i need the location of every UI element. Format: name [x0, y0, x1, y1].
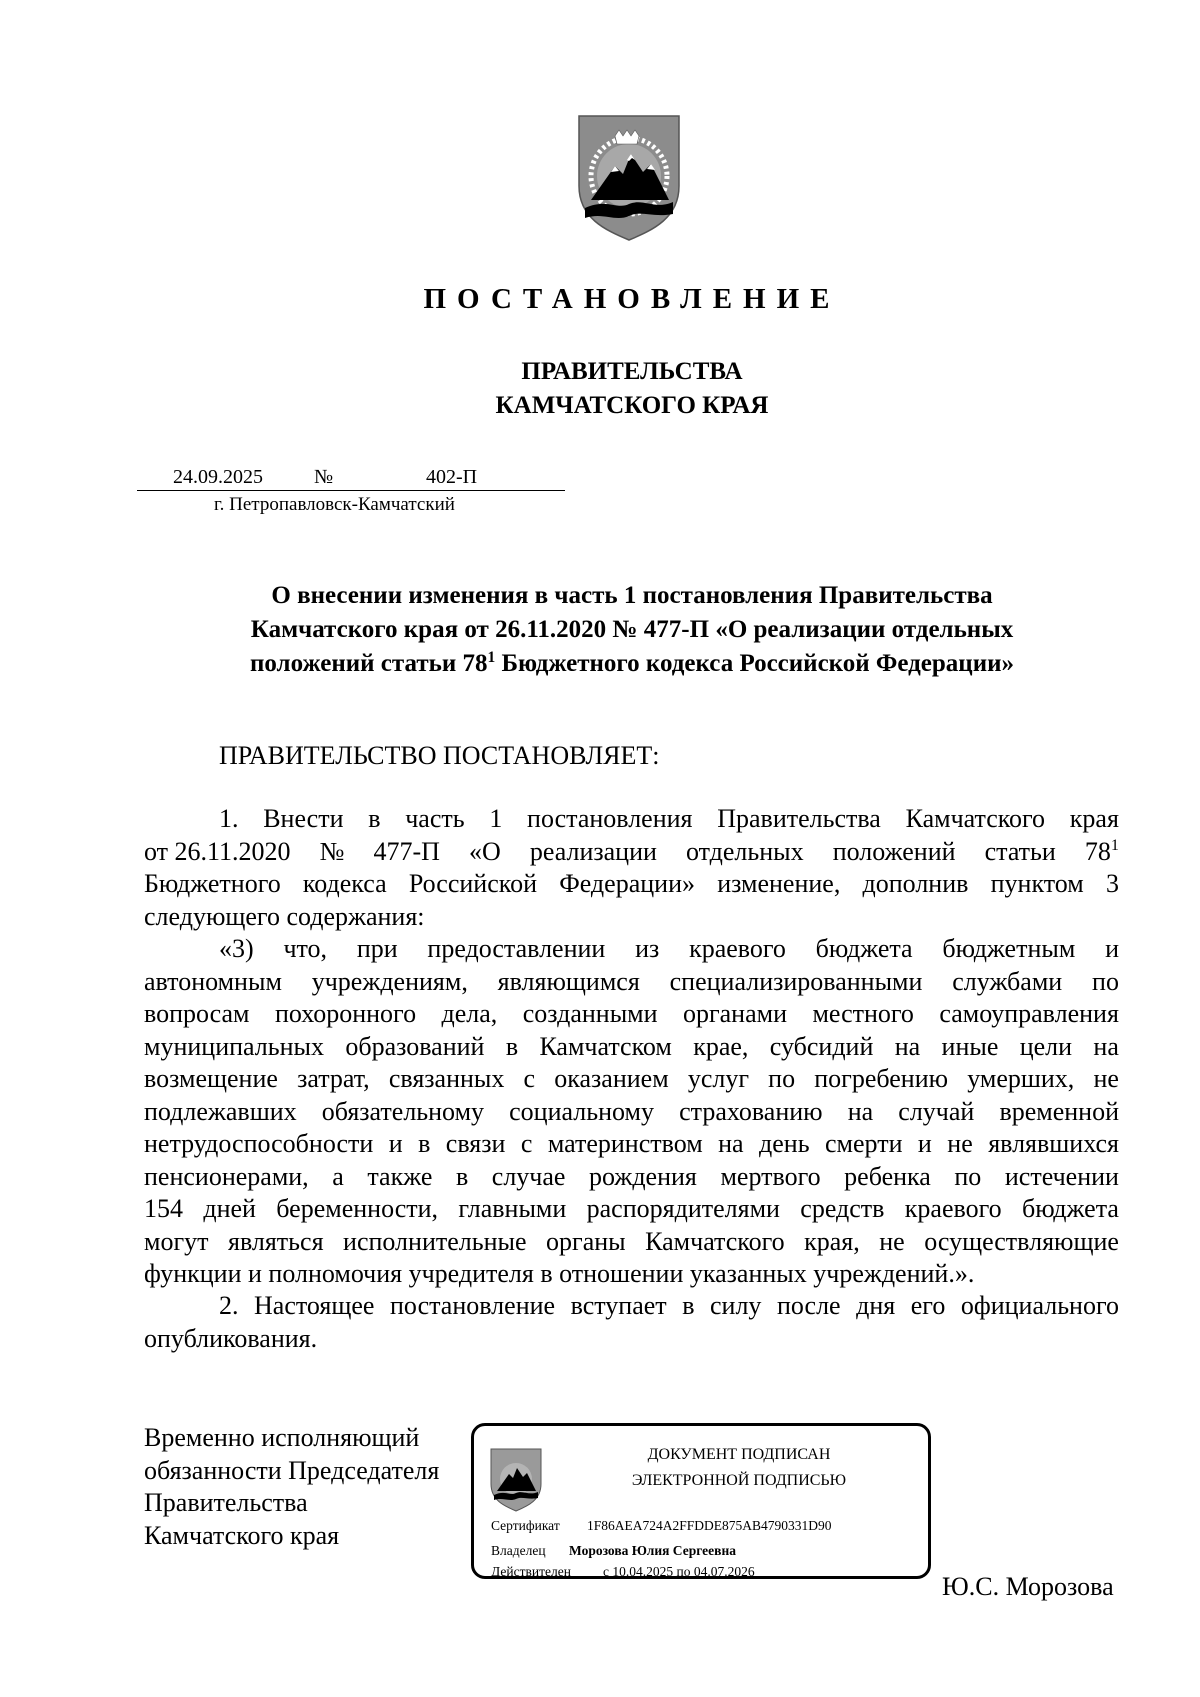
registration-date: 24.09.2025 — [173, 466, 263, 488]
word: № — [319, 836, 345, 866]
word: вступает — [570, 1291, 667, 1320]
electronic-signature-stamp — [471, 1423, 931, 1579]
word: беременности, — [276, 1194, 439, 1223]
word: на — [718, 1129, 744, 1158]
validity-value: с 10.04.2025 по 04.07.2026 — [603, 1564, 755, 1579]
word: рождения — [589, 1161, 697, 1191]
word: случай — [898, 1096, 975, 1126]
word: а — [332, 1161, 344, 1191]
word: кодекса — [302, 869, 387, 898]
registration-line — [137, 466, 565, 492]
kamchatka-coat-of-arms-icon — [577, 114, 681, 242]
signer-position-line: обязанности Председателя — [144, 1455, 440, 1485]
word: средств — [800, 1194, 885, 1223]
stamp-header-line-1: ДОКУМЕНТ ПОДПИСАН — [647, 1446, 831, 1463]
word: «3) — [219, 934, 254, 963]
paragraph-line: функции и полномочия учредителя в отношении указанных учреждений.». — [144, 1259, 975, 1288]
word: услуг — [687, 1064, 750, 1093]
word: цели — [1019, 1031, 1073, 1061]
word: краевого — [689, 934, 786, 963]
word: являющимся — [497, 966, 640, 996]
city-label: г. Петропавловск-Камчатский — [214, 494, 455, 515]
justified-line — [144, 1128, 1119, 1161]
issuer-heading — [0, 355, 1200, 423]
word: связи — [445, 1129, 506, 1158]
word: не — [1093, 1064, 1119, 1093]
word: положений — [832, 836, 956, 866]
word: подлежавших — [144, 1096, 297, 1126]
word: статьи — [984, 836, 1056, 866]
word: распорядителями — [586, 1194, 780, 1223]
word: дела, — [441, 999, 498, 1028]
word: из — [635, 934, 660, 963]
word: иные — [941, 1031, 999, 1061]
word: день — [759, 1129, 810, 1158]
word: крае, — [693, 1031, 749, 1061]
word: местного — [812, 999, 914, 1028]
justified-line — [144, 1226, 1119, 1259]
word: в — [505, 1031, 519, 1061]
word: могут — [144, 1226, 209, 1256]
validity-label: Действителен — [491, 1564, 571, 1579]
stamp-header — [564, 1442, 914, 1494]
word: затрат, — [297, 1064, 370, 1093]
word: являвшихся — [988, 1129, 1119, 1158]
paragraph-2 — [144, 1290, 1119, 1355]
word: Бюджетного — [144, 869, 281, 898]
word: оказанием — [554, 1064, 669, 1093]
word: что, — [283, 934, 328, 963]
stamp-coat-of-arms-icon — [490, 1448, 542, 1512]
justified-line — [144, 966, 1119, 999]
owner-label: Владелец — [491, 1543, 546, 1558]
word: также — [367, 1161, 433, 1191]
word: нетрудоспособности — [144, 1129, 374, 1158]
word: его — [910, 1291, 946, 1320]
word: 1 — [489, 804, 503, 833]
word: страхованию — [679, 1096, 823, 1126]
title-line-1: О внесении изменения в часть 1 постановления Правительства — [271, 582, 993, 609]
word: муниципальных — [144, 1031, 325, 1061]
word: Российской — [408, 869, 537, 898]
word: краевого — [904, 1194, 1002, 1223]
word: от 26.11.2020 — [144, 836, 291, 866]
word: предоставлении — [427, 934, 606, 963]
justified-line — [144, 1161, 1119, 1194]
paragraph-quoted-clause — [144, 933, 1119, 1291]
word: дней — [203, 1194, 256, 1223]
word: социальному — [509, 1096, 654, 1126]
word: при — [356, 934, 398, 963]
word: связанных — [388, 1064, 505, 1093]
justified-line — [144, 1031, 1119, 1064]
word: возмещение — [144, 1064, 278, 1093]
word: в — [682, 1291, 695, 1320]
word: 1. — [219, 804, 239, 833]
word: погребению — [814, 1064, 949, 1093]
word: самоуправления — [939, 999, 1119, 1028]
word: отдельных — [685, 836, 804, 866]
word: автономным — [144, 966, 282, 996]
word: органы — [546, 1226, 626, 1256]
issuer-line-1: ПРАВИТЕЛЬСТВА — [521, 358, 743, 385]
signer-position-line: Камчатского края — [144, 1520, 340, 1550]
justified-line — [144, 1096, 1119, 1129]
preamble: ПРАВИТЕЛЬСТВО ПОСТАНОВЛЯЕТ: — [219, 741, 660, 770]
signer-position-line: Временно исполняющий — [144, 1423, 420, 1452]
word: не — [879, 1226, 905, 1256]
word: и — [1105, 934, 1119, 963]
word: постановление — [390, 1291, 556, 1320]
paragraph-line: опубликования. — [144, 1323, 318, 1353]
title-line-3 — [160, 647, 1104, 681]
word: официального — [960, 1291, 1119, 1320]
word: умерших, — [967, 1064, 1075, 1093]
word: по — [768, 1064, 796, 1093]
word: мертвого — [720, 1161, 821, 1191]
word: с — [523, 1064, 536, 1093]
word: 2. — [219, 1291, 239, 1320]
paragraph-1 — [144, 803, 1119, 933]
word: «О — [469, 836, 501, 866]
word: специализированными — [669, 966, 923, 996]
word: края — [1069, 804, 1119, 833]
certificate-row — [491, 1518, 832, 1534]
certificate-label: Сертификат — [491, 1518, 560, 1533]
title-superscript: 1 — [487, 648, 496, 666]
word: на — [1093, 1031, 1119, 1061]
word: осуществляющие — [924, 1226, 1119, 1256]
issuer-line-2: КАМЧАТСКОГО КРАЯ — [495, 392, 769, 419]
justified-line — [144, 868, 1119, 901]
signer-position — [144, 1422, 439, 1552]
word: обязательному — [321, 1096, 485, 1126]
registration-underline — [137, 490, 565, 491]
word: пенсионерами, — [144, 1161, 309, 1191]
word: не — [947, 1129, 973, 1158]
word: образований — [345, 1031, 485, 1061]
justified-line — [144, 836, 1119, 869]
justified-line — [144, 933, 1119, 966]
word: и — [917, 1129, 932, 1158]
word: Камчатского — [905, 804, 1046, 833]
word: Камчатском — [539, 1031, 672, 1061]
word: материнством — [547, 1129, 703, 1158]
document-title — [160, 579, 1104, 681]
word: часть — [405, 804, 465, 833]
word: Настоящее — [254, 1291, 375, 1320]
word: ребенка — [844, 1161, 931, 1191]
word: вопросам — [144, 999, 250, 1028]
justified-line — [144, 1193, 1119, 1226]
word: на — [847, 1096, 874, 1126]
validity-row — [491, 1564, 755, 1580]
word: исполнительные — [343, 1226, 527, 1256]
word: постановления — [527, 804, 693, 833]
word: $78^1$ — [1084, 836, 1119, 866]
word: Правительства — [717, 804, 881, 833]
owner-row — [491, 1543, 736, 1559]
justified-line — [144, 803, 1119, 836]
justified-line — [144, 998, 1119, 1031]
word: в — [455, 1161, 469, 1191]
stamp-header-line-2: ЭЛЕКТРОННОЙ ПОДПИСЬЮ — [631, 1472, 847, 1489]
word: Внести — [263, 804, 344, 833]
paragraph-line: следующего содержания: — [144, 901, 425, 931]
certificate-value: 1F86AEA724A2FFDDE875AB4790331D90 — [587, 1518, 832, 1533]
superscript: 1 — [1110, 836, 1119, 854]
word: изменение, — [717, 869, 841, 898]
word: в — [418, 1129, 431, 1158]
word: дня — [856, 1291, 896, 1320]
word: являться — [227, 1226, 324, 1256]
word: 477-П — [373, 836, 440, 866]
word: бюджета — [815, 934, 913, 963]
word: пунктом — [990, 869, 1084, 898]
word: после — [776, 1291, 841, 1320]
word: главными — [458, 1194, 567, 1223]
word: органами — [682, 999, 787, 1028]
word: 154 — [144, 1194, 183, 1223]
justified-line — [144, 1290, 1119, 1323]
justified-line — [144, 1063, 1119, 1096]
number-sign: № — [314, 466, 334, 488]
title-line-2: Камчатского края от 26.11.2020 № 477-П «О реализации отдельных — [250, 616, 1014, 643]
signer-name: Ю.С. Морозова — [942, 1572, 1114, 1601]
word: случае — [491, 1161, 566, 1191]
registration-number: 402-П — [426, 466, 478, 488]
word: силу — [710, 1291, 762, 1320]
word: по — [1092, 966, 1119, 996]
owner-value: Морозова Юлия Сергеевна — [569, 1543, 736, 1558]
word: реализации — [529, 836, 657, 866]
title-line-3-part-a: положений статьи 78 — [249, 650, 488, 677]
word: бюджета — [1021, 1194, 1119, 1223]
word: в — [368, 804, 381, 833]
word: бюджетным — [942, 934, 1076, 963]
word: с — [520, 1129, 533, 1158]
word: смерти — [825, 1129, 903, 1158]
word: субсидий — [769, 1031, 874, 1061]
word: учреждениям, — [311, 966, 468, 996]
document-type-heading: ПОСТАНОВЛЕНИЕ — [423, 283, 841, 315]
word: службами — [952, 966, 1063, 996]
word: края, — [804, 1226, 860, 1256]
word: 3 — [1105, 869, 1119, 898]
word: похоронного — [274, 999, 417, 1028]
word: и — [388, 1129, 403, 1158]
word: дополнив — [862, 869, 969, 898]
word: истечении — [1004, 1161, 1119, 1191]
word: на — [894, 1031, 921, 1061]
signer-position-line: Правительства — [144, 1488, 308, 1517]
word: Камчатского — [645, 1226, 785, 1256]
word: созданными — [522, 999, 658, 1028]
word: по — [954, 1161, 982, 1191]
word: временной — [999, 1096, 1119, 1126]
word: Федерации» — [559, 869, 695, 898]
title-line-3-part-b: Бюджетного кодекса Российской Федерации» — [495, 650, 1015, 677]
